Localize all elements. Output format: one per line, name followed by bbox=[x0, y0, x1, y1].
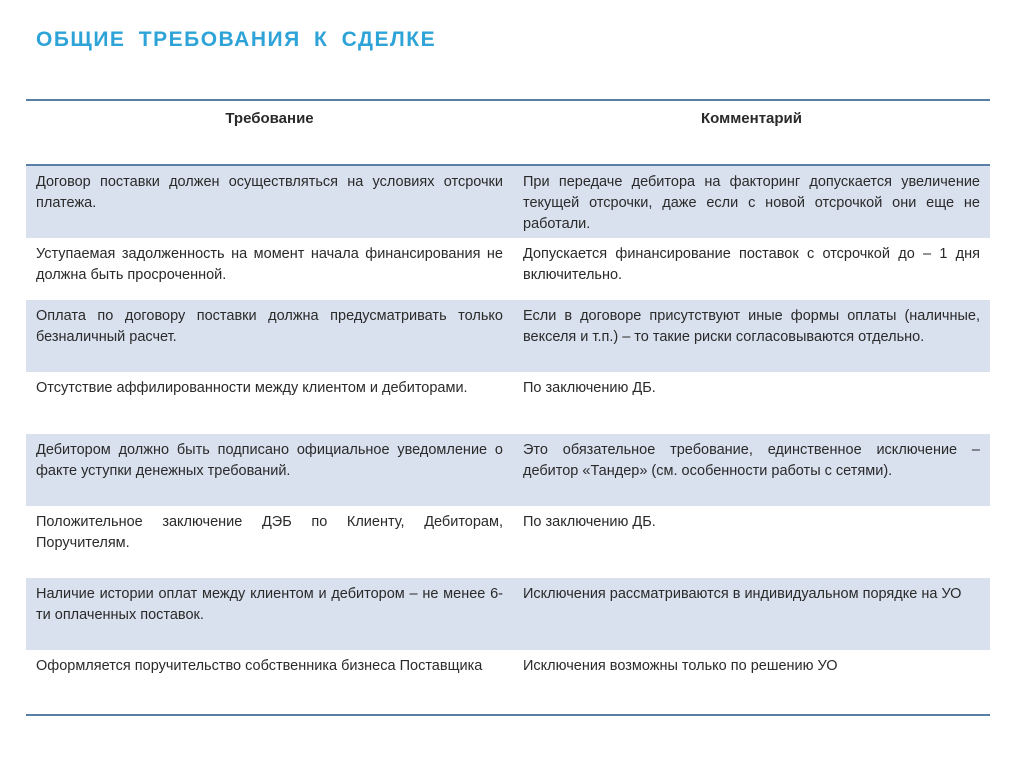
requirement-cell: Оплата по договору поставки должна предусматривать только безналичный расчет. bbox=[36, 308, 503, 345]
comment-cell: При передаче дебитора на факторинг допускается увеличение текущей отсрочки, даже если с новой отсрочкой они еще не работали. bbox=[523, 174, 980, 232]
requirement-cell: Уступаемая задолженность на момент начала финансирования не должна быть просроченной. bbox=[36, 246, 503, 283]
requirement-cell: Договор поставки должен осуществляться на условиях отсрочки платежа. bbox=[36, 174, 503, 211]
comment-cell: Если в договоре присутствуют иные формы оплаты (наличные, векселя и т.п.) – то такие риски согласовываются отдельно. bbox=[523, 308, 980, 345]
table-row bbox=[26, 372, 990, 434]
page-title: ОБЩИЕ ТРЕБОВАНИЯ К СДЕЛКЕ bbox=[36, 28, 437, 51]
table-row bbox=[26, 434, 990, 506]
header-comment: Комментарий bbox=[700, 110, 802, 127]
comment-cell: Исключения рассматриваются в индивидуальном порядке на УО bbox=[523, 586, 962, 602]
requirements-table bbox=[26, 99, 990, 716]
requirement-cell: Оформляется поручительство собственника бизнеса Поставщика bbox=[36, 658, 483, 674]
table-row bbox=[26, 300, 990, 372]
table-row bbox=[26, 650, 990, 704]
comment-cell: Исключения возможны только по решению УО bbox=[523, 658, 838, 674]
requirement-cell: Положительное заключение ДЭБ по Клиенту, Дебиторам, Поручителям. bbox=[36, 514, 503, 551]
table-row bbox=[26, 166, 990, 238]
comment-cell: По заключению ДБ. bbox=[523, 380, 656, 396]
requirement-cell: Дебитором должно быть подписано официальное уведомление о факте уступки денежных требований. bbox=[36, 442, 503, 479]
table-row bbox=[26, 506, 990, 578]
requirement-cell: Отсутствие аффилированности между клиентом и дебиторами. bbox=[36, 380, 468, 396]
table-bottom-rule bbox=[26, 714, 990, 716]
table-row bbox=[26, 238, 990, 300]
header-requirement: Требование bbox=[225, 110, 314, 127]
comment-cell: Допускается финансирование поставок с отсрочкой до – 1 дня включительно. bbox=[523, 246, 980, 283]
comment-cell: По заключению ДБ. bbox=[523, 514, 656, 530]
table-header-row bbox=[26, 101, 990, 166]
comment-cell: Это обязательное требование, единственное исключение – дебитор «Тандер» (см. особенности работы с сетями). bbox=[523, 442, 980, 479]
requirement-cell: Наличие истории оплат между клиентом и дебитором – не менее 6-ти оплаченных поставок. bbox=[36, 586, 503, 623]
table-row bbox=[26, 578, 990, 650]
